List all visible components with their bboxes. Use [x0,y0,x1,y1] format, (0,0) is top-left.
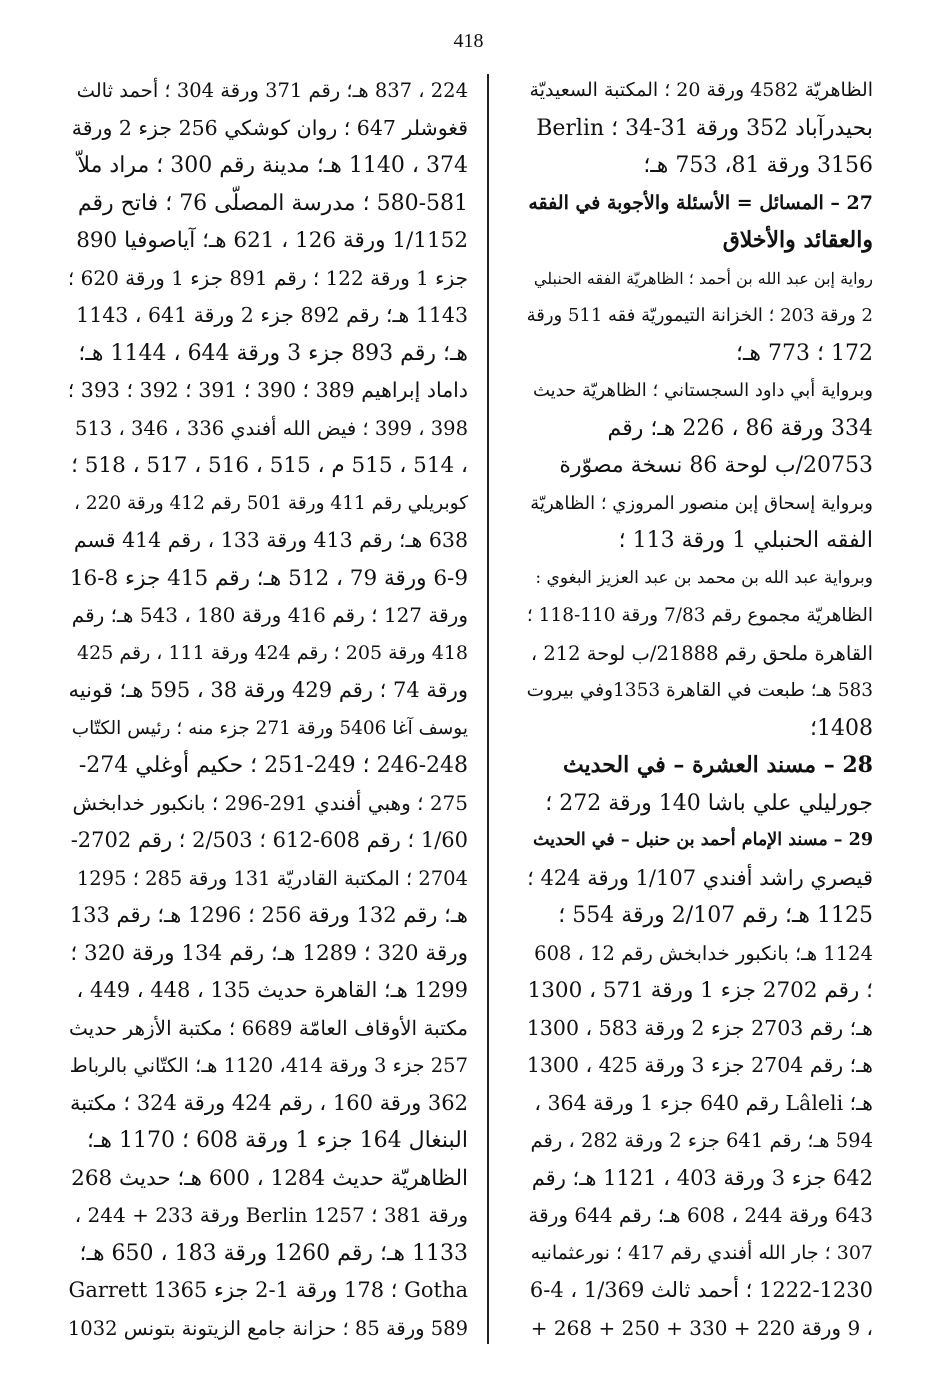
text-line: 246-248 ؛ 249-251 ؛ حكيم أوغلي 274- [78,753,468,778]
text-line: البنغال 164 جزء 1 ورقة 608 ؛ 1170 هـ؛ [86,1128,468,1153]
text-line: الظاهريّة 4582 ورقة 20 ؛ المكتبة السعيديّة [529,79,873,101]
entry-heading: 27 – المسائل = الأسئلة والأجوبة في الفقه [528,191,873,214]
text-line: 398 ، 399 ؛ فيض الله أفندي 336 ، 346 ، 513 [75,416,468,440]
text-line: 418 ورقة 205 ؛ رقم 424 ورقة 111 ، رقم 425 [77,641,468,664]
text-line: 1408؛ [810,715,873,741]
text-line: قغوشلر 647 ؛ روان كوشكي 256 جزء 2 ورقة [71,115,468,140]
text-line: 257 جزء 3 ورقة 414، 1120 هـ؛ الكتّاني بالرباط [69,1054,468,1077]
text-line: Gotha ؛ 178 ورقة 1-2 جزء 1365 Garrett [68,1278,468,1302]
text-line: 1/1152 ورقة 126 ، 621 هـ؛ آياصوفيا 890 [76,228,468,253]
text-line: 638 هـ؛ رقم 413 ورقة 133 ، رقم 414 قسم [73,528,468,552]
text-line: وبرواية أبي داود السجستاني ؛ الظاهريّة حديث [532,380,873,401]
text-line: قيصري راشد أفندي 1/107 ورقة 424 ؛ [527,865,873,890]
text-line: 6-9 ورقة 79 ، 512 هـ؛ رقم 415 جزء 8-16 [69,565,468,591]
text-line: 1143 هـ؛ رقم 892 جزء 2 ورقة 641 ، 1143 [76,303,468,327]
text-line: الظاهريّة حديث 1284 ، 600 هـ؛ حديث 268 [71,1165,468,1191]
text-line: 642 جزء 3 ورقة 403 ، 1121 هـ؛ رقم [531,1165,873,1190]
text-line: 224 ، 837 هـ؛ رقم 371 ورقة 304 ؛ أحمد ثالث [76,79,468,102]
column-divider [487,74,489,1344]
right-column [527,72,873,1347]
text-line: هـ؛ رقم 893 جزء 3 ورقة 644 ، 1144 هـ؛ [78,340,468,366]
text-line: 374 ، 1140 هـ؛ مدينة رقم 300 ؛ مراد ملاّ [77,153,468,178]
entry-heading: والعقائد والأخلاق [722,227,873,253]
text-line: داماد إبراهيم 389 ؛ 390 ؛ 391 ؛ 392 ؛ 393 ؛ [67,378,468,402]
text-line: 583 هـ؛ طبعت في القاهرة 1353وفي بيروت [526,680,873,701]
text-line: ورقة 127 ؛ رقم 416 ورقة 180 ، 543 هـ؛ رقم [71,603,468,627]
entry-heading: 28 – مسند العشرة – في الحديث [562,752,873,778]
text-line: هـ؛ رقم 2704 جزء 3 ورقة 425 ، 1300 [526,1053,873,1077]
text-line: كوبريلي رقم 411 ورقة 501 رقم 412 ورقة 220 ، [73,492,468,514]
text-line: ، 9 ورقة 220 + 330 + 250 + 268 + [530,1315,873,1340]
text-line: 580-581 ؛ مدرسة المصلّى 76 ؛ فاتح رقم [77,190,468,216]
text-line: هـ؛ Lâleli رقم 640 جزء 1 ورقة 364 ، [534,1090,873,1115]
text-line: 2704 ؛ المكتبة القادريّة 131 ورقة 285 ؛ 1295 [76,866,468,890]
text-line: 172 ؛ 773 هـ؛ [735,340,873,366]
text-line: ؛ رقم 2702 جزء 1 ورقة 571 ، 1300 [527,978,873,1003]
text-line: 1/60 ؛ رقم 608-612 ؛ 2/503 ؛ رقم 2702- [70,828,468,852]
text-line: الفقه الحنبلي 1 ورقة 113 ؛ [618,528,873,553]
text-line: 594 هـ؛ رقم 641 جزء 2 ورقة 282 ، رقم [530,1129,873,1152]
text-line: رواية إبن عبد الله بن أحمد ؛ الظاهريّة الفقه الحنبلي [533,268,873,288]
text-line: 307 ؛ جار الله أفندي رقم 417 ؛ نورعثمانيه [530,1241,873,1264]
entry-heading: 29 – مسند الإمام أحمد بن حنبل – في الحديث [532,830,873,850]
text-line: مكتبة الأوقاف العامّة 6689 ؛ مكتبة الأزهر حديث [69,1015,468,1040]
text-line: 20753/ب لوحة 86 نسخة مصوّرة [559,453,873,478]
text-line: هـ؛ رقم 2703 جزء 2 ورقة 583 ، 1300 [526,1015,873,1040]
text-line: جورليلي علي باشا 140 ورقة 272 ؛ [545,790,873,816]
text-line: وبرواية إسحاق إبن منصور المروزي ؛ الظاهريّة [530,492,873,514]
text-line: وبرواية عبد الله بن محمد بن عبد العزيز البغوي : [535,567,873,588]
text-line: القاهرة ملحق رقم 21888/ب لوحة 212 ، [530,641,873,665]
text-line: 3156 ورقة 81، 753 هـ؛ [643,153,873,178]
text-line: ورقة 381 ؛ 1257 Berlin ورقة 233 + 244 ، [74,1203,468,1227]
text-line: 1124 هـ؛ بانكبور خدابخش رقم 12 ، 608 [534,941,873,965]
left-column [68,72,468,1347]
text-line: الظاهريّة مجموع رقم 7/83 ورقة 110-118 ؛ [526,605,873,626]
text-line: 334 ورقة 86 ، 226 هـ؛ رقم [607,415,873,441]
text-line: 1222-1230 ؛ أحمد ثالث 1/369 ، 4-6 [529,1278,873,1302]
page-number: 418 [453,30,484,52]
text-line: 1299 هـ؛ القاهرة حديث 135 ، 448 ، 449 ، [76,978,468,1002]
text-line: 1133 هـ؛ رقم 1260 ورقة 183 ، 650 هـ؛ [79,1240,468,1266]
text-line: بحيدرآباد 352 ورقة 31-34 ؛ Berlin [536,115,873,141]
text-line: هـ؛ رقم 132 ورقة 256 ؛ 1296 هـ؛ رقم 133 [69,903,468,927]
text-line: 362 ورقة 160 ، رقم 424 ورقة 324 ؛ مكتبة [69,1090,468,1115]
text-line: ، 514 ، 515 م ، 515 ، 516 ، 517 ، 518 ؛ [71,453,468,478]
text-line: ورقة 320 ؛ 1289 هـ؛ رقم 134 ورقة 320 ؛ [70,940,468,966]
text-line: ورقة 74 ؛ رقم 429 ورقة 38 ، 595 هـ؛ قونيه [68,678,468,702]
text-line: 275 ؛ وهبي أفندي 291-296 ؛ بانكبور خدابخش [72,790,468,815]
text-line: يوسف آغا 5406 ورقة 271 جزء منه ؛ رئيس الكتّاب [71,717,468,739]
text-line: جزء 1 ورقة 122 ؛ رقم 891 جزء 1 ورقة 620 ؛ [67,265,468,290]
text-line: 589 ورقة 85 ؛ حزانة جامع الزيتونة بتونس 1032 [67,1316,468,1340]
text-line: 1125 هـ؛ رقم 2/107 ورقة 554 ؛ [558,903,873,928]
text-line: 2 ورقة 203 ؛ الخزانة التيموريّة فقه 511 ورقة [526,305,873,326]
text-line: 643 ورقة 244 ، 608 هـ؛ رقم 644 ورقة [528,1203,873,1227]
